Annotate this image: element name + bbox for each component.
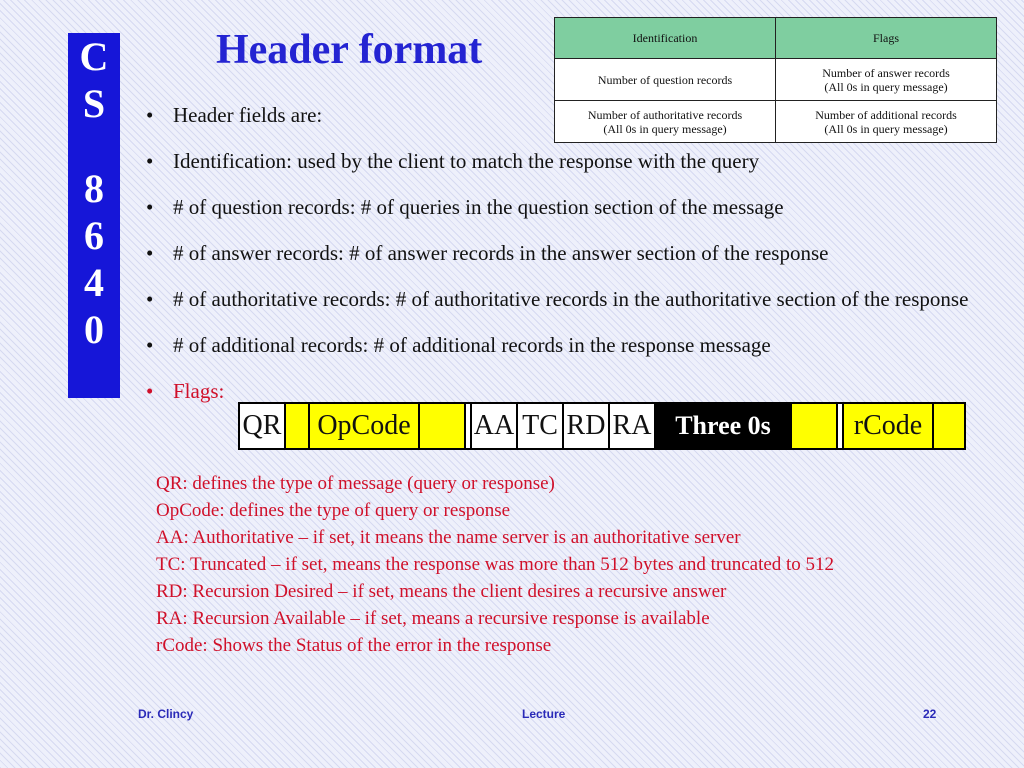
definition-line: RD: Recursion Desired – if set, means the client desires a recursive answer [156, 581, 727, 602]
table-cell-question-records: Number of question records [555, 59, 776, 101]
flag-cell-rd: RD [564, 404, 610, 448]
definition-line: OpCode: defines the type of query or response [156, 500, 511, 521]
flag-cell-opcode: OpCode [310, 404, 420, 448]
table-cell-identification: Identification [555, 18, 776, 59]
flag-cell-tc: TC [518, 404, 564, 448]
definition-line: QR: defines the type of message (query or response) [156, 473, 555, 494]
flag-cell-blank [792, 404, 838, 448]
bullet-item: • # of answer records: # of answer records in the answer section of the response [142, 238, 1002, 268]
definition-line: RA: Recursion Available – if set, means a recursive response is available [156, 608, 710, 629]
bullet-item: • # of question records: # of queries in the question section of the message [142, 192, 1002, 222]
bullet-item: • Header fields are: [142, 100, 1002, 130]
bullet-item: • Identification: used by the client to match the response with the query [142, 146, 1002, 176]
definition-line: TC: Truncated – if set, means the response was more than 512 bytes and truncated to 512 [156, 554, 835, 575]
definition-line: rCode: Shows the Status of the error in the response [156, 635, 552, 656]
footer-center: Lecture [522, 707, 566, 721]
flag-cell-blank [286, 404, 310, 448]
table-row [555, 59, 997, 101]
course-code-char: 6 [84, 213, 104, 258]
flag-cell-aa: AA [472, 404, 518, 448]
slide-title: Header format [216, 27, 483, 73]
table-cell-answer-records: Number of answer records (All 0s in query message) [776, 59, 997, 101]
flag-cell-blank [420, 404, 466, 448]
course-code-char: 0 [84, 307, 104, 352]
flag-cell-qr: QR [240, 404, 286, 448]
course-code-char: 4 [84, 260, 104, 305]
bullet-list [142, 100, 1002, 422]
flag-cell-three-zeros: Three 0s [656, 404, 792, 448]
course-code-char: S [82, 81, 106, 126]
table-cell-additional-records: Number of additional records (All 0s in query message) [776, 101, 997, 143]
course-code-banner [68, 33, 120, 398]
flag-cell-ra: RA [610, 404, 656, 448]
bullet-item: • # of authoritative records: # of authoritative records in the authoritative section of the response [142, 284, 1002, 314]
bullet-item: • # of additional records: # of additional records in the response message [142, 330, 1002, 360]
footer-author: Dr. Clincy [138, 707, 194, 721]
flag-cell-rcode: rCode [844, 404, 934, 448]
table-row [555, 18, 997, 59]
table-cell-flags: Flags [776, 18, 997, 59]
course-code-char: C [79, 34, 109, 79]
flag-cell-blank [934, 404, 964, 448]
course-code-gap [68, 127, 120, 165]
footer-page-number: 22 [923, 707, 937, 721]
bullet-item-flags: • Flags: [142, 376, 1002, 406]
table-cell-authoritative-records: Number of authoritative records (All 0s in query message) [555, 101, 776, 143]
definition-line: AA: Authoritative – if set, it means the name server is an authoritative server [156, 527, 741, 548]
course-code-char: 8 [84, 166, 104, 211]
flag-definitions [156, 470, 834, 659]
flags-bit-diagram [238, 402, 966, 450]
